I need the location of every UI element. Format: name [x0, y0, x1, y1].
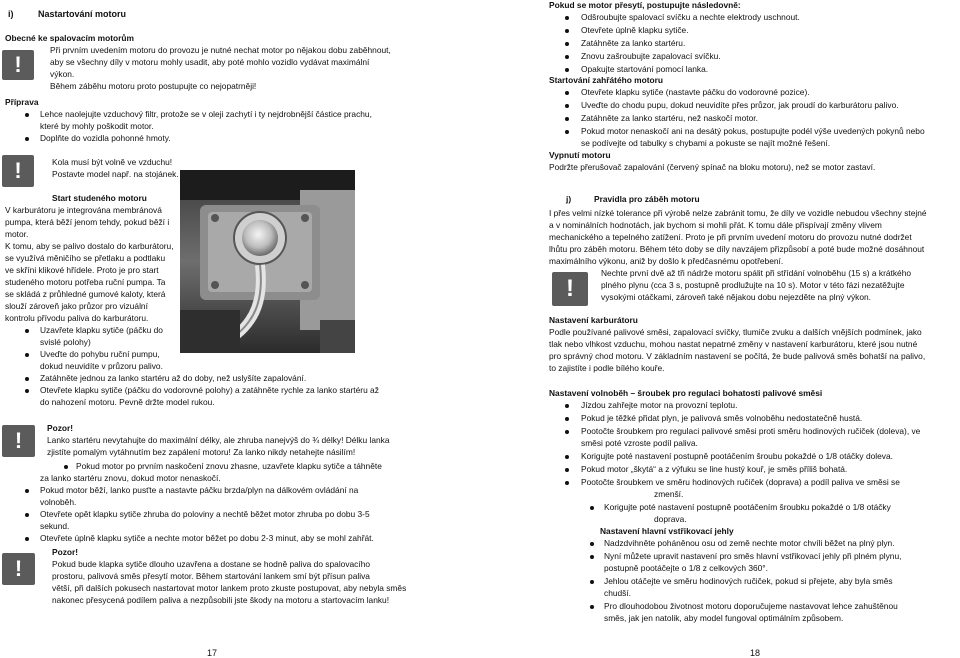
warning-exclamation-icon — [2, 553, 35, 585]
idle-item-5: Pokud motor „škytá“ a z výfuku se line hustý kouř, je směs příliš bohatá. — [581, 464, 848, 474]
stop-heading: Vypnutí motoru — [549, 150, 611, 160]
warning-exclamation-icon — [2, 50, 34, 80]
safety-heading: Obecné ke spalovacím motorům — [5, 33, 134, 43]
run-line-2: a v nominálních hodnotách, jak bychom si mohli přát. K tomu dále přispívají změny vlivem — [549, 220, 882, 230]
bullet-dot — [565, 91, 569, 95]
idle-item-1: Jízdou zahřejte motor na provozní teplotu. — [581, 400, 738, 410]
safety-line-3: výkon. — [50, 69, 75, 79]
bullet-dot — [565, 130, 569, 134]
run-line-4: lhůtu pro záběh motoru. Během této doby se díly navzájem přizpůsobí a poté bude možné dosáhnout — [549, 244, 925, 254]
warn1-item-line-1: Pokud motor po prvním naskočení znovu zhasne, uzavřete klapku sytiče a táhněte — [76, 461, 382, 471]
cold-line-2: pumpa, která běží jenom tehdy, pokud běží i — [5, 217, 170, 227]
cold-line-5: se využívá měničího se přetlaku a podtlaku — [5, 253, 166, 263]
cold-item-2-line-2: dokud neuvidíte v průzoru palivo. — [40, 361, 163, 371]
bullet-dot — [565, 16, 569, 20]
item-a-line-2: volnoběh. — [40, 497, 77, 507]
cold-item-2-line-1: Uveďte do pohybu ruční pumpu, — [40, 349, 160, 359]
bullet-dot — [565, 468, 569, 472]
main-item-2-line-1: Nyní můžete upravit nastavení pro směs hlavní vstřikovací jehly při plném plynu, — [604, 551, 902, 561]
item-b-line-2: sekund. — [40, 521, 70, 531]
idle-item-2: Pokud je těžké přidat plyn, je palivová směs volnoběhu nedostatečně hustá. — [581, 413, 863, 423]
main-item-1: Nadzdvihněte poháněnou osu od země nechte motor chvíli běžet na plný plyn. — [604, 538, 895, 548]
note-line-1: Kola musí být volně ve vzduchu! — [52, 157, 173, 167]
bullet-dot — [25, 377, 29, 381]
carburetor-photo — [180, 170, 355, 353]
cold-line-7: studeného motoru potřeba ruční pumpa. Ta — [5, 277, 166, 287]
bullet-dot — [565, 117, 569, 121]
carb-line-2: tlak nebo vlhkost vzduchu, mohou nastat nepatrné změny v nastavení karburátoru, které jsou nutné — [549, 339, 918, 349]
item-a-line-1: Pokud motor běží, lanko pusťte a nastavte páčku brzda/plyn na dálkovém ovládání na — [40, 485, 359, 495]
warn1-item-line-2: za lanko startéru znovu, dokud motor nenaskočí. — [40, 473, 221, 483]
cold-line-1: V karburátoru je integrována membránová — [5, 205, 162, 215]
idle-item-4: Korigujte poté nastavení postupně pootáčením šroubu pokaždé o 1/8 otáčky doleva. — [581, 451, 893, 461]
bullet-dot — [25, 513, 29, 517]
section-j-number: j) — [566, 194, 572, 204]
prep-item-1-line-1: Lehce naolejujte vzduchový filtr, protože se v oleji zachytí i ty nejdrobnější částice prachu, — [40, 109, 372, 119]
safety-line-4: Během záběhu motoru proto postupujte co nejopatrněji! — [50, 81, 257, 91]
run-line-1: I přes velmi nízké tolerance při výrobě nelze zabránit tomu, že díly ve vozidle nebudou všechny stejné — [549, 208, 927, 218]
idle-item-3-line-1: Pootočte šroubkem pro regulaci palivové směsi proti směru hodinových ručiček (doleva), ve — [581, 426, 921, 436]
idle-item-6-line-1: Pootočte šroubkem ve směru hodinových ručiček (doprava) a podíl paliva ve směsi se — [581, 477, 900, 487]
carb-line-1: Podle používané palivové směsi, zapalovací svíčky, tlumiče zvuku a dalších vnějších podmínek, jako — [549, 327, 922, 337]
carb-line-4: to zajistíte i podle bílého kouře. — [549, 363, 665, 373]
warn2-line-4: nakonec přesycená podílem paliva a nezpůsobili jste škody na motoru a startovacím lanku! — [52, 595, 390, 605]
carb-heading: Nastavení karburátoru — [549, 315, 638, 325]
prep-item-1-line-2: které by mohly poškodit motor. — [40, 121, 154, 131]
warm-start-heading: Startování zahřátého motoru — [549, 75, 664, 85]
safety-line-1: Při prvním uvedením motoru do provozu je nutné nechat motor po nějakou dobu zaběhnout, — [50, 45, 391, 55]
cold-line-10: kontrolu přívodu paliva do karburátoru. — [5, 313, 149, 323]
cold-line-6: ve skříni klikové hřídele. Proto je pro start — [5, 265, 159, 275]
bullet-dot — [25, 489, 29, 493]
warning-exclamation-icon — [2, 425, 35, 457]
warn2-line-3: větší, při dalších pokusech nastartovat motor lankem proto zkuste postupovat, aby nebyla směs — [52, 583, 407, 593]
warn1-line-1: Lanko startéru nevytahujte do maximální délky, ale zhruba nanejvýš do ¾ délky! Délku lanka — [47, 435, 390, 445]
section-j-title: Pravidla pro záběh motoru — [594, 194, 700, 204]
bullet-dot — [590, 555, 594, 559]
warn1-title: Pozor! — [47, 423, 74, 433]
cold-item-4-line-1: Otevřete klapku sytiče (páčku do vodorovné polohy) a zatáhněte rychle za lanko startéru až — [40, 385, 379, 395]
idle-item-7-line-2: doprava. — [654, 514, 687, 524]
warm-item-2: Uveďte do chodu pupu, dokud neuvidíte přes průzor, jak proudí do karburátoru palivo. — [581, 100, 899, 110]
warn2-line-1: Pokud bude klapka sytiče dlouho uzavřena a dostane se hodně paliva do spalovacího — [52, 559, 371, 569]
bullet-dot — [25, 113, 29, 117]
bullet-dot — [565, 430, 569, 434]
section-i-title: Nastartování motoru — [38, 9, 127, 19]
item-b-line-1: Otevřete opět klapku sytiče zhruba do poloviny a nechtě běžet motor zhruba po dobu 3-5 — [40, 509, 370, 519]
bullet-dot — [565, 104, 569, 108]
bullet-dot — [565, 55, 569, 59]
main-item-4-line-2: směs, jak jen natolik, aby model fungoval optimálním způsobem. — [604, 613, 844, 623]
run-warn-line-2: plného plynu (cca 3 s, postupně prodlužujte na 10 s). Motor v této fázi nezatěžujte — [601, 280, 905, 290]
bullet-dot — [565, 455, 569, 459]
cold-item-4-line-2: do nahození motoru. Pevně držte model rukou. — [40, 397, 215, 407]
cold-line-9: slouží zároveň jako průzor pro vizuální — [5, 301, 148, 311]
cold-item-1-line-1: Uzavřete klapku sytiče (páčku do — [40, 325, 163, 335]
cold-item-3: Zatáhněte jednou za lanko startéru až do doby, než uslyšíte zapalování. — [40, 373, 307, 383]
idle-item-7-line-1: Korigujte poté nastavení postupně pootáčením šroubku pokaždé o 1/8 otáčky — [604, 502, 891, 512]
section-i-number: i) — [8, 9, 14, 19]
run-warn-line-1: Nechte první dvě až tři nádrže motoru spálit při střídání volnoběhu (15 s) a krátkého — [601, 268, 912, 278]
item-c: Otevřete úplně klapku sytiče a nechte motor běžet po dobu 2-3 minut, aby se mohl zahřát. — [40, 533, 374, 543]
bullet-dot — [25, 137, 29, 141]
overheat-item-3: Zatáhněte za lanko startéru. — [581, 38, 686, 48]
bullet-dot — [565, 404, 569, 408]
bullet-dot — [590, 605, 594, 609]
overheat-heading: Pokud se motor přesytí, postupujte následovně: — [549, 0, 741, 10]
bullet-dot — [565, 481, 569, 485]
warm-item-3: Zatáhněte za lanko startéru, než naskočí motor. — [581, 113, 758, 123]
note-line-2: Postavte model např. na stojánek. — [52, 169, 179, 179]
carb-line-3: pro správný chod motoru. V základním nastavení se počítá, že bude palivová směs bohatší na palivo, — [549, 351, 926, 361]
bullet-dot — [565, 29, 569, 33]
cold-line-4: K tomu, aby se palivo dostalo do karburátoru, — [5, 241, 174, 251]
main-item-2-line-2: postupně pootáčejte o 1/8 z celkových 360°. — [604, 563, 768, 573]
warn2-line-2: prostoru, palivová směs přesytí motor. Během startování lankem smí být přísun paliva — [52, 571, 370, 581]
bullet-dot — [25, 389, 29, 393]
page-number-right: 18 — [750, 648, 761, 658]
prep-item-2: Doplňte do vozidla pohonné hmoty. — [40, 133, 171, 143]
warm-item-4-line-2: se podívejte od tabulky s chybami a pokuste se najít možné řešení. — [581, 138, 831, 148]
cold-line-3: motor. — [5, 229, 29, 239]
warning-exclamation-icon — [2, 155, 34, 187]
warning-exclamation-icon — [552, 272, 588, 306]
main-item-4-line-1: Pro dlouhodobou životnost motoru doporučujeme nastavovat lehce zahuštěnou — [604, 601, 898, 611]
run-line-5: maximálního výkonu, aniž by došlo k předčasnému opotřebení. — [549, 256, 784, 266]
page-number-left: 17 — [207, 648, 218, 658]
right-page — [480, 0, 960, 658]
warn1-line-2: zjistíte pomalým vytáhnutím bez zapálení motoru! Za lanko nikdy netahejte násilím! — [47, 447, 356, 457]
main-jet-heading: Nastavení hlavní vstřikovací jehly — [600, 526, 734, 536]
overheat-item-4: Znovu zašroubujte zapalovací svíčku. — [581, 51, 721, 61]
warm-item-1: Otevřete klapku sytiče (nastavte páčku do vodorovné pozice). — [581, 87, 810, 97]
main-item-3-line-1: Jehlou otáčejte ve směru hodinových ručiček, pokud si přejete, aby byla směs — [604, 576, 893, 586]
prep-heading: Příprava — [5, 97, 39, 107]
main-item-3-line-2: chudší. — [604, 588, 632, 598]
warm-item-4-line-1: Pokud motor nenaskočí ani na desátý pokus, postupujte podél výše uvedených pokynů nebo — [581, 126, 925, 136]
bullet-dot — [590, 506, 594, 510]
safety-line-2: aby se všechny díly v motoru mohly usadit, aby poté mohlo vozidlo vydávat maximální — [50, 57, 370, 67]
cold-line-8: se skládá z průhledné gumové kaloty, která — [5, 289, 166, 299]
run-line-3: mechanického a tepelného zatížení. Proto je při prvním uvedení motoru do provozu nutné dodržet — [549, 232, 912, 242]
bullet-dot — [25, 329, 29, 333]
idle-item-3-line-2: směsi poté vzroste podíl paliva. — [581, 438, 698, 448]
bullet-dot — [565, 417, 569, 421]
bullet-dot — [64, 465, 68, 469]
run-warn-line-3: vysokými otáčkami, zároveň také nějakou dobu nejezděte na plný výkon. — [601, 292, 872, 302]
bullet-dot — [590, 542, 594, 546]
idle-item-6-line-2: zmenší. — [654, 489, 684, 499]
bullet-dot — [590, 580, 594, 584]
bullet-dot — [565, 42, 569, 46]
stop-text: Podržte přerušovač zapalování (červený spínač na bloku motoru), než se motor zastaví. — [549, 162, 876, 172]
overheat-item-5: Opakujte startování pomocí lanka. — [581, 64, 709, 74]
cold-start-heading: Start studeného motoru — [52, 193, 147, 203]
bullet-dot — [25, 537, 29, 541]
bullet-dot — [25, 353, 29, 357]
bullet-dot — [565, 68, 569, 72]
overheat-item-1: Odšroubujte spalovací svíčku a nechte elektrody uschnout. — [581, 12, 800, 22]
overheat-item-2: Otevřete úplně klapku sytiče. — [581, 25, 689, 35]
warn2-title: Pozor! — [52, 547, 79, 557]
idle-heading: Nastavení volnoběh – šroubek pro regulaci bohatosti palivové směsi — [549, 388, 823, 398]
cold-item-1-line-2: svislé polohy) — [40, 337, 91, 347]
